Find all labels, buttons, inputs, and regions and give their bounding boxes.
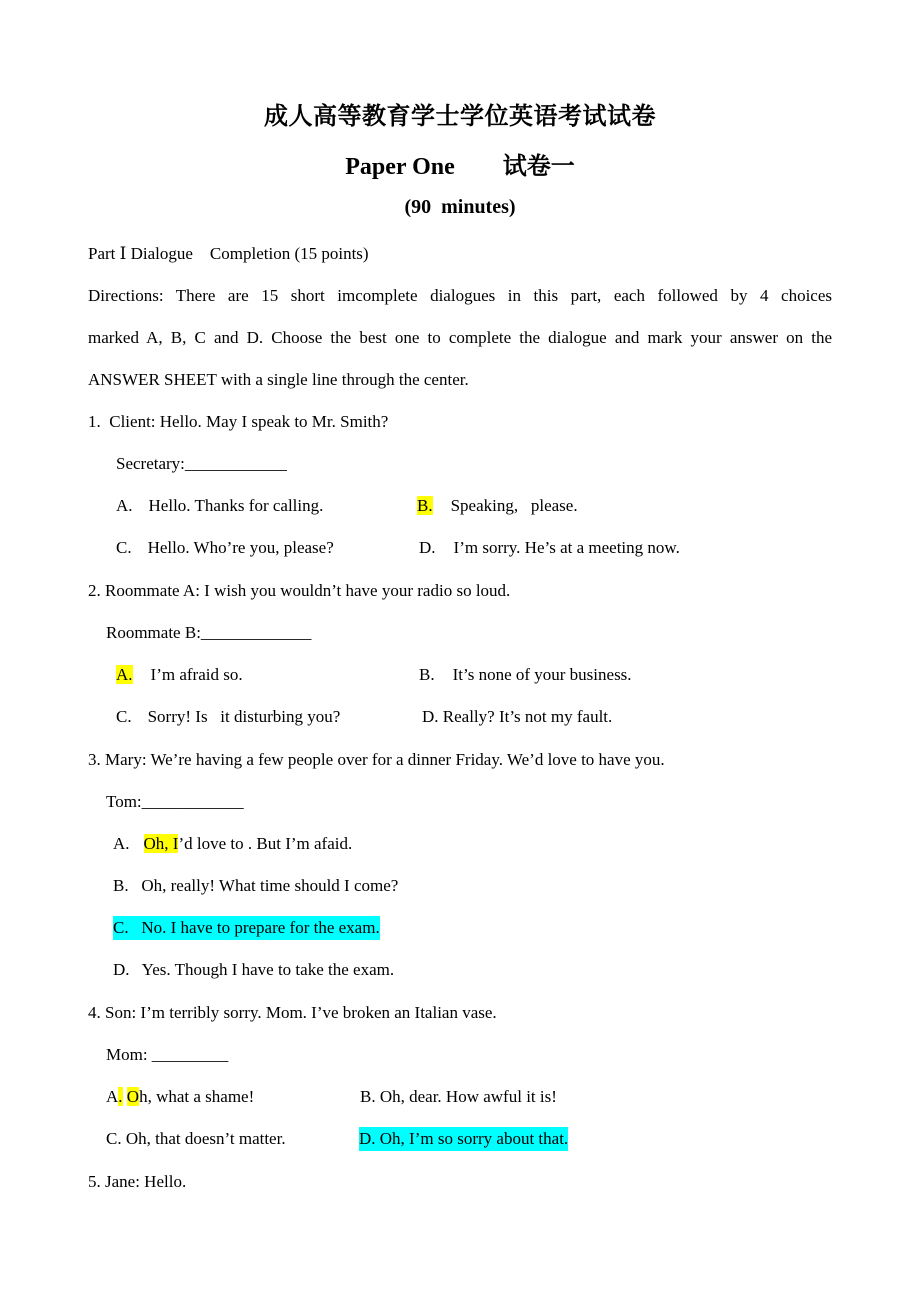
option-letter: D. xyxy=(419,538,436,557)
option-text: ’d love to . But I’m afaid. xyxy=(178,834,353,853)
question-3-option-c: C. No. I have to prepare for the exam. xyxy=(113,916,380,940)
paper-subtitle-chinese: 试卷一 xyxy=(502,154,575,180)
question-5-prompt: 5. Jane: Hello. xyxy=(88,1172,187,1191)
option-letter: A. xyxy=(113,834,130,853)
option-text: It’s none of your business. xyxy=(452,665,632,684)
option-letter: A. xyxy=(116,496,133,515)
part-heading: Part Ⅰ Dialogue Completion (15 points) xyxy=(88,244,369,263)
option-letter: B. xyxy=(419,665,435,684)
option-text: Hello. Thanks for calling. xyxy=(148,496,324,515)
option-text: Hello. Who’re you, please? xyxy=(147,538,334,557)
question-3-option-b: B. Oh, really! What time should I come? xyxy=(113,876,399,895)
question-1-option-d xyxy=(419,536,680,560)
question-2-option-d: D. Really? It’s not my fault. xyxy=(422,707,613,726)
question-4-option-c: C. Oh, that doesn’t matter. xyxy=(106,1129,286,1148)
option-letter: C. xyxy=(116,707,132,726)
option-text: I’m sorry. He’s at a meeting now. xyxy=(453,538,680,557)
question-4-response: Mom: _________ xyxy=(106,1045,229,1064)
question-2-option-b xyxy=(419,663,632,687)
question-3-option-d: D. Yes. Though I have to take the exam. xyxy=(113,960,395,979)
directions-line-3: ANSWER SHEET with a single line through the center. xyxy=(88,370,469,389)
question-3-prompt: 3. Mary: We’re having a few people over for a dinner Friday. We’d love to have you. xyxy=(88,750,665,769)
paper-subtitle-english: Paper One xyxy=(345,154,455,180)
question-2-response: Roommate B:_____________ xyxy=(106,623,312,642)
question-2-option-c xyxy=(116,705,340,729)
paper-subtitle xyxy=(0,146,920,181)
question-1-option-b xyxy=(417,494,578,518)
option-text: Speaking, please. xyxy=(450,496,578,515)
option-letter-highlight: A. xyxy=(116,665,133,684)
question-1-option-a xyxy=(116,494,323,518)
question-2-option-a xyxy=(116,663,243,687)
option-text: h, what a shame! xyxy=(139,1087,255,1106)
question-1-prompt: 1. Client: Hello. May I speak to Mr. Smith? xyxy=(88,412,389,431)
option-letter-highlight: B. xyxy=(417,496,433,515)
question-4-option-a xyxy=(106,1085,254,1109)
question-3-option-a xyxy=(113,832,352,856)
question-4-option-d: D. Oh, I’m so sorry about that. xyxy=(359,1127,568,1151)
option-initial-highlight: O xyxy=(126,1087,140,1106)
question-4-option-b: B. Oh, dear. How awful it is! xyxy=(360,1087,557,1106)
directions-line-2: marked A, B, C and D. Choose the best one to complete the dialogue and mark your answer on the xyxy=(88,328,832,347)
question-1-option-c xyxy=(116,536,334,560)
option-letter: A xyxy=(106,1087,119,1106)
option-dot-highlight: . xyxy=(118,1087,123,1106)
option-text: Sorry! Is it disturbing you? xyxy=(147,707,341,726)
option-letter: C. xyxy=(116,538,132,557)
exam-title: 成人高等教育学士学位英语考试试卷 xyxy=(264,104,656,130)
question-1-response: Secretary:____________ xyxy=(116,454,287,473)
question-3-response: Tom:____________ xyxy=(106,792,244,811)
question-4-prompt: 4. Son: I’m terribly sorry. Mom. I’ve broken an Italian vase. xyxy=(88,1003,497,1022)
option-text-highlight: Oh, I xyxy=(143,834,179,853)
option-text: I’m afraid so. xyxy=(150,665,243,684)
question-2-prompt: 2. Roommate A: I wish you wouldn’t have your radio so loud. xyxy=(88,581,511,600)
directions-line-1: Directions: There are 15 short imcomplete dialogues in this part, each followed by 4 choices xyxy=(88,286,832,305)
exam-duration: (90 minutes) xyxy=(404,196,516,218)
